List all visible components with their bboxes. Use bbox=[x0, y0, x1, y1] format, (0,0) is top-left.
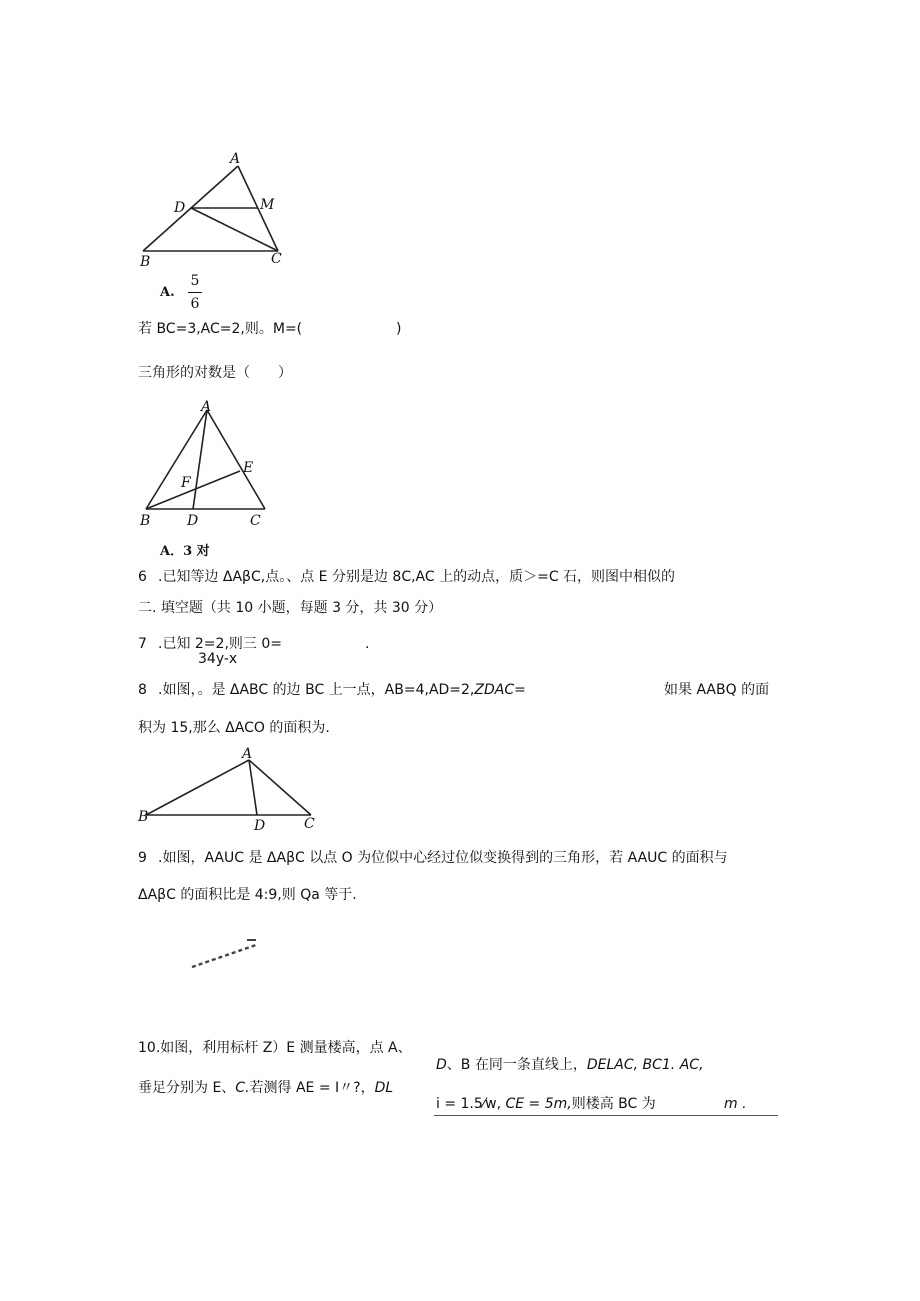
fraction-denominator: 6 bbox=[190, 296, 200, 312]
question-10-line-1-right bbox=[436, 1058, 704, 1072]
question-7-text: .已知 2=2,则三 0= bbox=[158, 636, 282, 652]
question-7-number: 7 bbox=[138, 636, 147, 652]
question-8-line-2: 积为 15,那么 ΔACO 的面积为. bbox=[138, 720, 330, 736]
question-10-line-3 bbox=[436, 1097, 656, 1111]
question-9-text: .如图，AAUC 是 ΔAβC 以点 O 为位似中心经过位似变换得到的三角形，若 AAUC 的面积与 bbox=[158, 850, 728, 866]
q10-perpendicular-text: DELAC, BC1. AC, bbox=[586, 1057, 704, 1073]
q10-foot-text: 垂足分别为 E、 bbox=[138, 1080, 236, 1096]
question-fragment-2: 三角形的对数是（ ） bbox=[138, 365, 292, 381]
q10-collinear-text: 、B 在同一条直线上， bbox=[446, 1057, 587, 1073]
question-fragment-1: 若 BC=3,AC=2,则。M=( bbox=[138, 321, 303, 337]
section-2-heading: 二. 填空题（共 10 小题，每题 3 分，共 30 分） bbox=[138, 600, 443, 616]
question-6-text: .已知等边 ΔAβC,点。、点 E 分别是边 8C,AC 上的动点，质＞=C 石，则图中相似的 bbox=[158, 569, 676, 585]
question-10-underline bbox=[434, 1115, 778, 1116]
fig1-label-d: D bbox=[174, 200, 186, 216]
fig1-label-m: M bbox=[260, 197, 275, 213]
question-8-text-main: .如图，。是 ΔABC 的边 BC 上一点，AB=4,AD=2, bbox=[158, 682, 475, 698]
fraction-numerator: 5 bbox=[190, 273, 200, 289]
question-8-number: 8 bbox=[138, 682, 147, 698]
question-fragment-1-close: ) bbox=[396, 321, 402, 337]
q10-measure-a: i = 1.5⁄w, bbox=[436, 1096, 506, 1112]
question-10-line-2-left bbox=[138, 1081, 393, 1095]
figure-2-option-a: A．3 对 bbox=[160, 544, 210, 559]
fig2-label-b: B bbox=[140, 513, 151, 529]
question-10-unit: m . bbox=[724, 1096, 747, 1112]
fig2-label-c: C bbox=[250, 513, 261, 529]
fig2-label-a: A bbox=[201, 399, 212, 415]
question-8-right: 如果 AABQ 的面 bbox=[664, 682, 770, 698]
fig3-label-c: C bbox=[304, 816, 315, 832]
question-9-number: 9 bbox=[138, 850, 147, 866]
question-7-subscript: 34y-x bbox=[198, 651, 238, 667]
fig1-label-b: B bbox=[140, 254, 151, 270]
fig2-label-f: F bbox=[181, 475, 191, 491]
q10-point-c: C. bbox=[235, 1080, 250, 1096]
q10-dl: DL bbox=[374, 1080, 394, 1096]
fig2-label-e: E bbox=[243, 460, 254, 476]
fig1-label-c: C bbox=[271, 251, 282, 267]
question-9-line-2: ΔAβC 的面积比是 4:9,则 Qa 等于. bbox=[138, 887, 357, 903]
question-10-line-1-left: 10.如图，利用标杆 Z）E 测量楼高，点 A、 bbox=[138, 1040, 412, 1056]
fig3-label-a: A bbox=[242, 746, 253, 762]
option-a-prefix: A. bbox=[160, 285, 175, 300]
q10-measure-text: 若测得 AE = I〃?， bbox=[249, 1080, 375, 1096]
question-7-end: . bbox=[365, 636, 370, 652]
q10-height-text: 则楼高 BC 为 bbox=[571, 1096, 656, 1112]
q10-measure-ce: CE = 5m, bbox=[505, 1096, 572, 1112]
question-8-text-angle: ZDAC= bbox=[474, 682, 526, 698]
fig3-label-d: D bbox=[254, 818, 266, 834]
question-6-number: 6 bbox=[138, 569, 147, 585]
q10-point-d: D bbox=[436, 1057, 447, 1073]
fig1-label-a: A bbox=[230, 151, 241, 167]
fig3-label-b: B bbox=[138, 809, 149, 825]
fig2-label-d: D bbox=[187, 513, 199, 529]
